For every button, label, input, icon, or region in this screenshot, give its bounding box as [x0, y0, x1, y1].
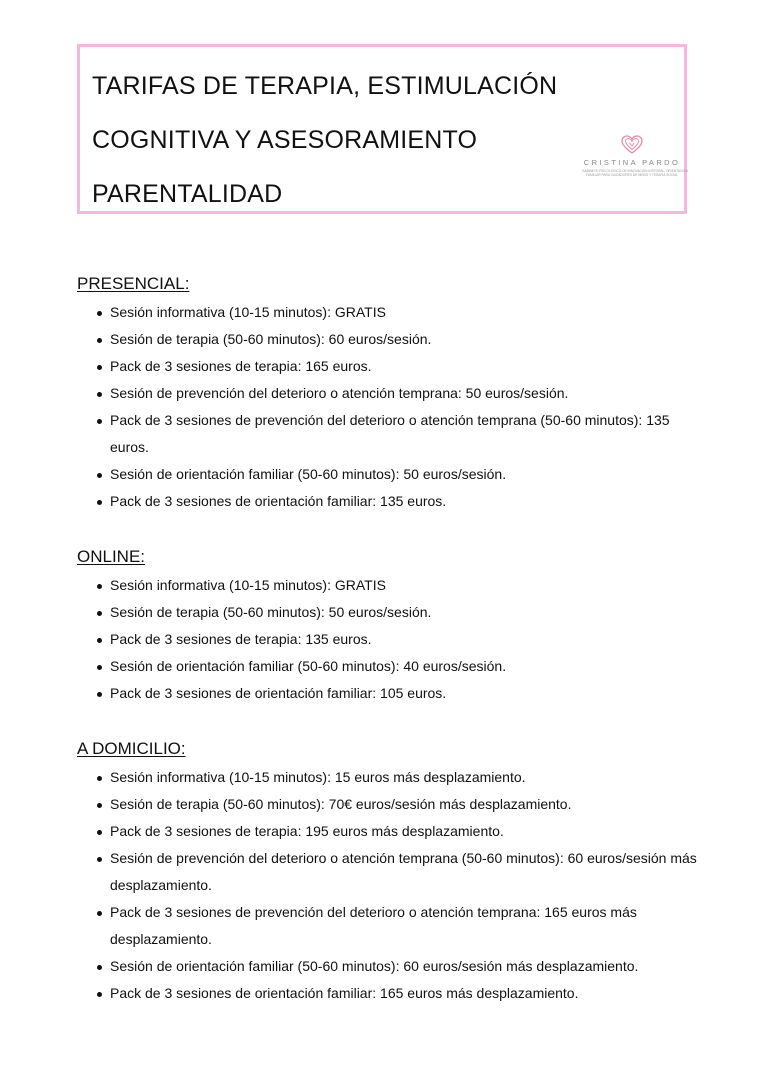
list-item	[77, 326, 697, 353]
list-item	[77, 407, 697, 461]
list-item-text: Pack de 3 sesiones de terapia: 195 euros más desplazamiento.	[110, 823, 504, 839]
list-item	[77, 599, 697, 626]
list-item-text: Pack de 3 sesiones de prevención del deterioro o atención temprana: 165 euros más desplazamiento.	[110, 904, 637, 947]
bullet-icon	[97, 584, 102, 589]
list-item-text: Pack de 3 sesiones de orientación familiar: 135 euros.	[110, 493, 447, 509]
list-item	[77, 899, 697, 953]
section-online	[77, 546, 697, 707]
list-item	[77, 791, 697, 818]
list-item-text: Sesión de orientación familiar (50-60 minutos): 40 euros/sesión.	[110, 658, 507, 674]
bullet-icon	[97, 338, 102, 343]
bullet-icon	[97, 500, 102, 505]
page-title	[92, 59, 592, 221]
bullet-icon	[97, 803, 102, 808]
list-item	[77, 953, 697, 980]
section-presencial	[77, 273, 697, 515]
bullet-icon	[97, 638, 102, 643]
list-item-text: Pack de 3 sesiones de orientación familiar: 165 euros más desplazamiento.	[110, 985, 579, 1001]
section-heading: A DOMICILIO:	[77, 739, 186, 758]
bullet-icon	[97, 311, 102, 316]
bullet-icon	[97, 611, 102, 616]
bullet-icon	[97, 965, 102, 970]
list-item	[77, 488, 697, 515]
price-list	[77, 572, 697, 707]
list-item-text: Sesión de terapia (50-60 minutos): 50 euros/sesión.	[110, 604, 432, 620]
list-item	[77, 845, 697, 899]
list-item-text: Sesión informativa (10-15 minutos): GRATIS	[110, 577, 386, 593]
list-item-text: Sesión informativa (10-15 minutos): GRATIS	[110, 304, 386, 320]
title-line: COGNITIVA Y ASESORAMIENTO	[92, 126, 478, 154]
bullet-icon	[97, 392, 102, 397]
title-box	[77, 44, 687, 214]
list-item-text: Pack de 3 sesiones de orientación familiar: 105 euros.	[110, 685, 447, 701]
bullet-icon	[97, 365, 102, 370]
section-a-domicilio	[77, 738, 697, 1007]
list-item-text: Sesión de prevención del deterioro o atención temprana (50-60 minutos): 60 euros/sesión más desplazamiento.	[110, 850, 697, 893]
logo-subtitle	[582, 169, 688, 177]
list-item-text: Sesión de terapia (50-60 minutos): 70€ euros/sesión más desplazamiento.	[110, 796, 572, 812]
bullet-icon	[97, 776, 102, 781]
logo-subtitle-line: FAMILIAR PARA CUIDADORES DE NIÑOS Y TERAPIA SOCIAL	[586, 173, 678, 177]
list-item-text: Sesión de orientación familiar (50-60 minutos): 50 euros/sesión.	[110, 466, 507, 482]
list-item-text: Sesión de terapia (50-60 minutos): 60 euros/sesión.	[110, 331, 432, 347]
list-item-text: Sesión de orientación familiar (50-60 minutos): 60 euros/sesión más desplazamiento.	[110, 958, 639, 974]
title-line: PARENTALIDAD	[92, 180, 283, 208]
section-heading: PRESENCIAL:	[77, 274, 190, 293]
list-item	[77, 299, 697, 326]
list-item-text: Pack de 3 sesiones de prevención del deterioro o atención temprana (50-60 minutos): 135 euros.	[110, 412, 670, 455]
price-list	[77, 764, 697, 1007]
bullet-icon	[97, 473, 102, 478]
list-item	[77, 626, 697, 653]
bullet-icon	[97, 692, 102, 697]
bullet-icon	[97, 857, 102, 862]
list-item	[77, 818, 697, 845]
bullet-icon	[97, 665, 102, 670]
list-item-text: Sesión informativa (10-15 minutos): 15 euros más desplazamiento.	[110, 769, 526, 785]
list-item	[77, 680, 697, 707]
list-item	[77, 653, 697, 680]
bullet-icon	[97, 992, 102, 997]
list-item	[77, 380, 697, 407]
section-heading: ONLINE:	[77, 547, 146, 566]
price-list	[77, 299, 697, 515]
bullet-icon	[97, 830, 102, 835]
heart-logo-icon	[621, 135, 643, 155]
bullet-icon	[97, 911, 102, 916]
list-item	[77, 461, 697, 488]
title-line: TARIFAS DE TERAPIA, ESTIMULACIÓN	[92, 72, 558, 100]
list-item	[77, 764, 697, 791]
list-item-text: Sesión de prevención del deterioro o atención temprana: 50 euros/sesión.	[110, 385, 569, 401]
list-item-text: Pack de 3 sesiones de terapia: 165 euros.	[110, 358, 372, 374]
bullet-icon	[97, 419, 102, 424]
logo-subtitle-line: GABINETE PSICOLOGICO DE INNOVACIÓN INTEGRAL, ORIENTACIÓN	[582, 169, 688, 173]
list-item	[77, 353, 697, 380]
logo-name: CRISTINA PARDO	[583, 158, 681, 167]
list-item-text: Pack de 3 sesiones de terapia: 135 euros.	[110, 631, 372, 647]
list-item	[77, 572, 697, 599]
brand-logo	[582, 135, 688, 177]
list-item	[77, 980, 697, 1007]
